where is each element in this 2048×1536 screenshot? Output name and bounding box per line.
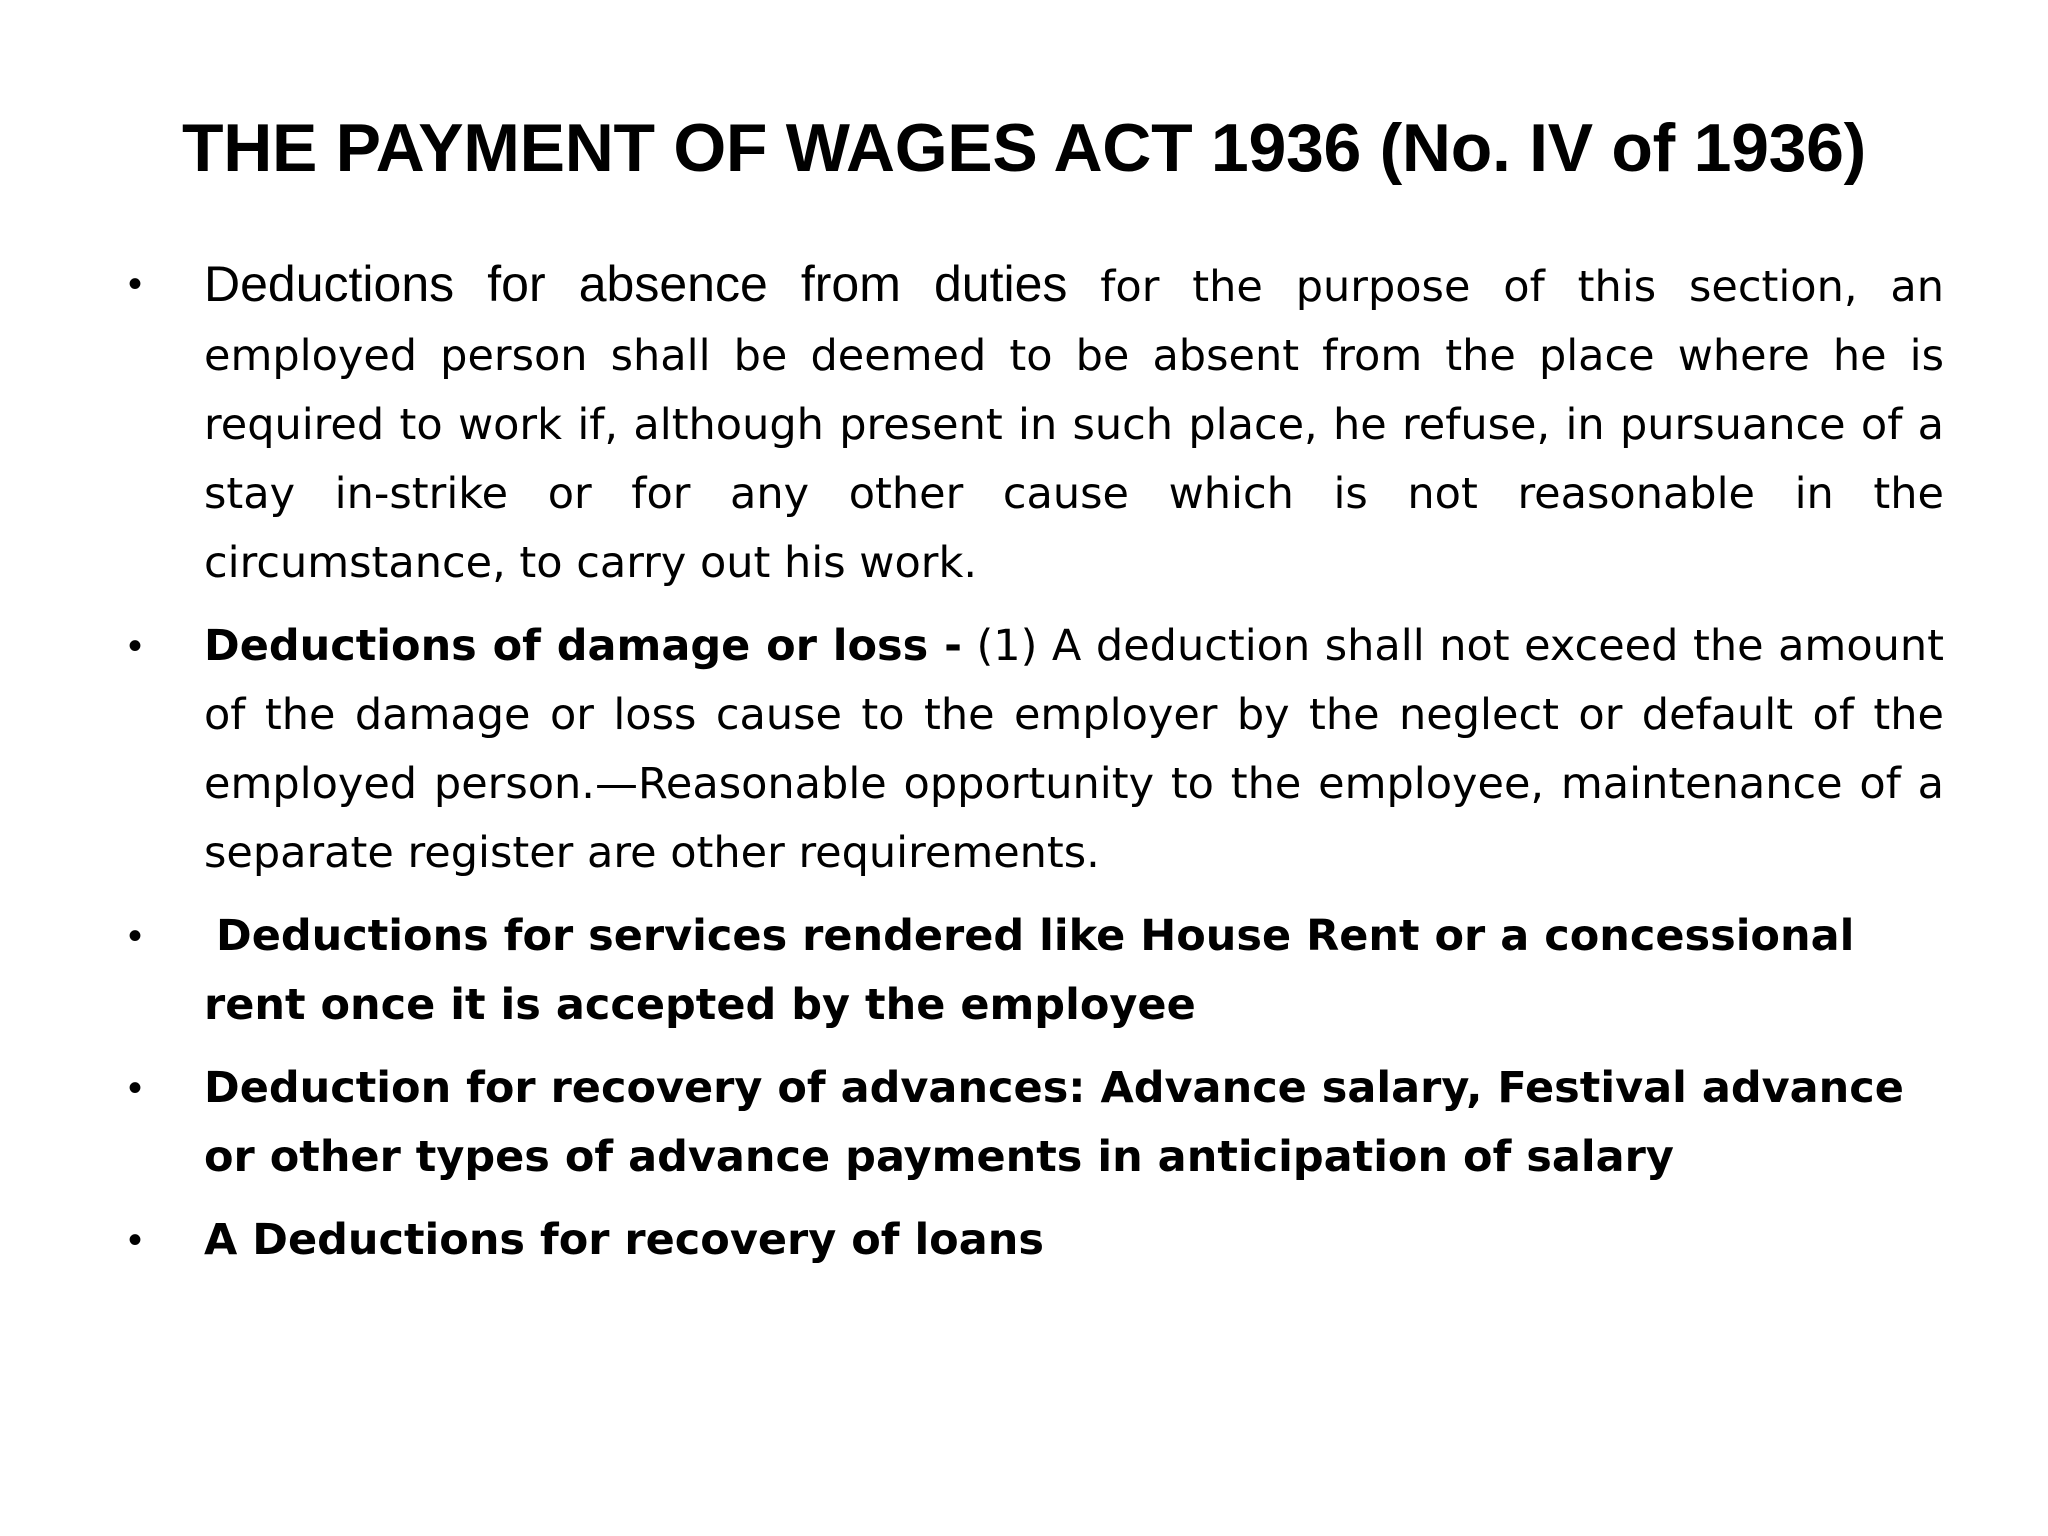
bullet-lead: Deductions of damage or loss - bbox=[204, 621, 962, 671]
bullet-recovery-of-loans bbox=[120, 1206, 1944, 1275]
bullet-dot-icon: • bbox=[128, 1218, 143, 1262]
bullet-text: Deductions for services rendered like House Rent or a concessional rent once it is accepted by the employee bbox=[204, 911, 1855, 1030]
bullet-dot-icon: • bbox=[128, 914, 143, 958]
bullet-recovery-of-advances bbox=[120, 1054, 1944, 1192]
bullet-lead: Deductions for absence from duties bbox=[204, 256, 1068, 312]
bullet-damage-or-loss bbox=[120, 612, 1944, 888]
slide-title: THE PAYMENT OF WAGES ACT 1936 (No. IV of 1936) bbox=[181, 110, 1866, 186]
bullet-list bbox=[120, 250, 1944, 1289]
bullet-text: A Deductions for recovery of loans bbox=[204, 1215, 1044, 1265]
bullet-dot-icon: • bbox=[128, 1066, 143, 1110]
bullet-body: for the purpose of this section, an employed person shall be deemed to be absent from the place where he is required to work if, although present in such place, he refuse, in pursuance of a stay in-strike or for any other cause which is not reasonable in the circumstance, to carry out his work. bbox=[204, 262, 1944, 588]
bullet-absence-from-duties bbox=[120, 250, 1944, 598]
bullet-dot-icon: • bbox=[128, 624, 143, 668]
bullet-body: (1) A deduction shall not exceed the amount of the damage or loss cause to the employer by the neglect or default of the employed person.—Reasonable opportunity to the employee, maintenance of a separate register are other requirements. bbox=[204, 621, 1944, 878]
bullet-services-rendered bbox=[120, 902, 1944, 1040]
bullet-text: Deduction for recovery of advances: Advance salary, Festival advance or other types of advance payments in anticipation of salary bbox=[204, 1063, 1904, 1182]
bullet-dot-icon: • bbox=[128, 262, 143, 306]
